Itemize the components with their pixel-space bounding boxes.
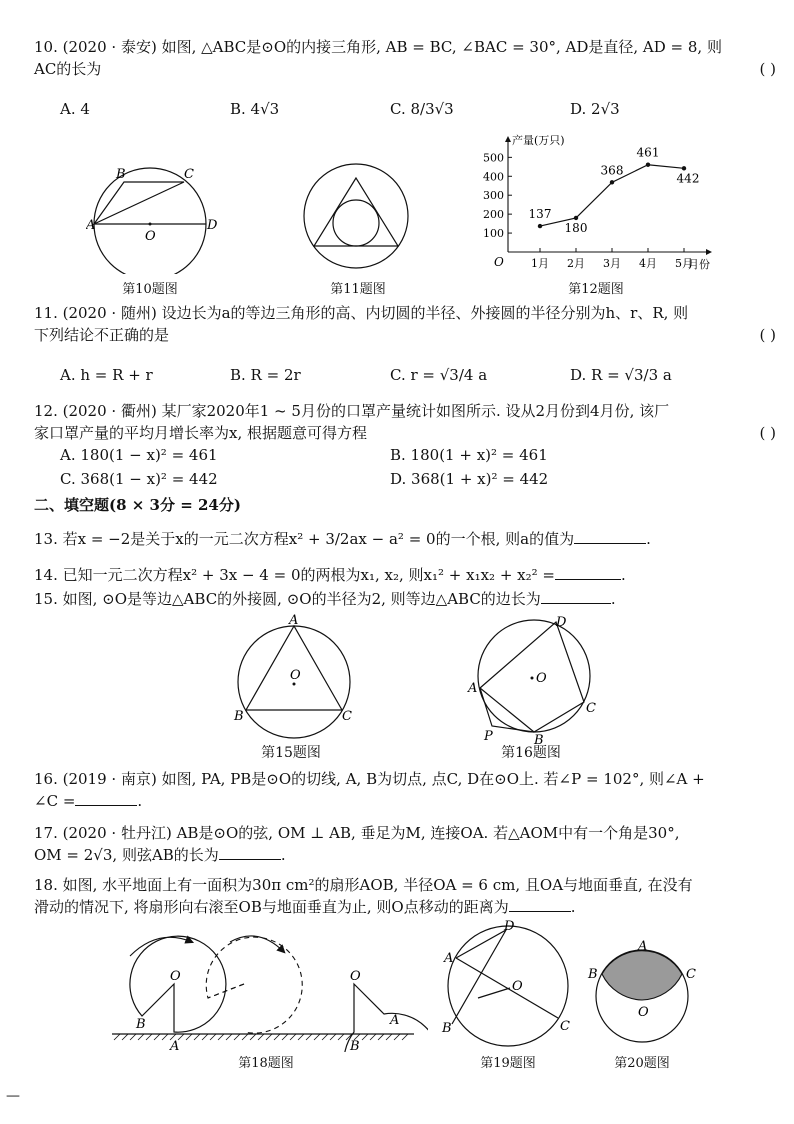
chart-marks — [529, 146, 700, 235]
fig16-label-a: A — [468, 681, 478, 696]
fig20-shaded-region — [602, 951, 682, 1000]
fig16-label-d: D — [556, 615, 567, 630]
figure-11-circle-diagram — [300, 160, 412, 272]
question-10 — [34, 36, 776, 80]
data-label: 368 — [600, 163, 624, 178]
question-14-text: 14. 已知一元二次方程x² + 3x − 4 = 0的两根为x₁, x₂, 则x₁² + x₁x₂ + x₂² = — [34, 566, 555, 584]
fig20-label-a: A — [638, 940, 648, 954]
x-tick-label: 3月 — [603, 257, 621, 270]
y-axis-label: 产量(万只) — [512, 134, 565, 147]
data-point — [538, 224, 542, 228]
option-b[interactable]: B. 4√3 — [230, 100, 280, 118]
fig19-label-o: O — [512, 979, 523, 994]
fig18-label-b-end: B — [350, 1039, 360, 1052]
data-label: 137 — [528, 207, 552, 222]
answer-blank[interactable] — [541, 589, 611, 604]
fig18-arrow-1 — [130, 937, 192, 956]
data-point — [646, 163, 650, 167]
data-label: 442 — [676, 171, 700, 186]
question-11-text-line2: 下列结论不正确的是 — [34, 326, 170, 344]
figure-10-circle-diagram — [86, 162, 226, 274]
answer-parentheses: ( ) — [759, 326, 776, 344]
y-tick-label: 300 — [483, 189, 504, 203]
caption-fig11: 第11题图 — [330, 282, 386, 297]
answer-blank[interactable] — [219, 845, 281, 860]
answer-blank[interactable] — [509, 897, 571, 912]
fig19-segment — [478, 988, 510, 998]
question-15-text: 15. 如图, ⊙O是等边△ABC的外接圆, ⊙O的半径为2, 则等边△ABC的边长为 — [34, 590, 541, 608]
fig18-label-o-start: O — [170, 969, 181, 984]
option-a[interactable]: A. 4 — [60, 100, 90, 118]
fig20-label-b: B — [588, 967, 598, 982]
fig18-label-a-start: A — [170, 1039, 180, 1052]
fig19-label-a: A — [444, 951, 454, 966]
chart-axes — [483, 133, 712, 271]
x-tick-label: 1月 — [531, 257, 549, 270]
caption-fig18: 第18题图 — [238, 1056, 294, 1071]
fig20-label-c: C — [686, 967, 696, 982]
fig19-chords-ad-db — [452, 930, 506, 1024]
fig10-label-b: B — [116, 167, 126, 182]
fig10-label-o: O — [145, 229, 156, 244]
question-12 — [34, 400, 776, 444]
question-12-text-line1: 12. (2020 · 衢州) 某厂家2020年1 ~ 5月份的口罩产量统计如图所示. 设从2月份到4月份, 该厂 — [34, 402, 670, 420]
question-17: 17. (2020 · 牡丹江) AB是⊙O的弦, OM ⊥ AB, 垂足为M, 连接OA. 若△AOM中有一个角是30°, OM = 2√3, 则弦AB的长为 . — [34, 822, 776, 866]
answer-parentheses: ( ) — [759, 60, 776, 78]
question-15: 15. 如图, ⊙O是等边△ABC的外接圆, ⊙O的半径为2, 则等边△ABC的边长为 . — [34, 590, 616, 608]
x-tick-label: 5月 — [675, 257, 693, 270]
option-a[interactable]: A. h = R + r — [60, 366, 153, 384]
fig20-label-o: O — [638, 1005, 649, 1020]
x-axis-arrow — [706, 249, 712, 255]
fig18-sector-rolling — [206, 937, 302, 1033]
fig16-circle — [478, 620, 590, 732]
fig19-label-c: C — [560, 1019, 570, 1034]
option-b[interactable]: B. R = 2r — [230, 366, 301, 384]
fig16-center-point — [531, 677, 534, 680]
question-12-text-line2: 家口罩产量的平均月增长率为x, 根据题意可得方程 — [34, 424, 367, 442]
question-16-text-line1: 16. (2019 · 南京) 如图, PA, PB是⊙O的切线, A, B为切点, 点C, D在⊙O上. 若∠P = 102°, 则∠A + — [34, 770, 705, 788]
option-b[interactable]: B. 180(1 + x)² = 461 — [390, 446, 548, 464]
fig18-arrow-2 — [230, 936, 284, 952]
fig11-incircle — [333, 200, 379, 246]
question-13-text: 13. 若x = −2是关于x的一元二次方程x² + 3/2ax − a² = 0的一个根, 则a的值为 — [34, 530, 575, 548]
data-label: 180 — [564, 220, 588, 235]
fig10-label-d: D — [207, 218, 218, 233]
origin-label: O — [494, 255, 504, 269]
fig15-label-o: O — [290, 668, 301, 683]
option-d[interactable]: D. R = √3/3 a — [570, 366, 672, 384]
fig10-center-point — [149, 223, 152, 226]
answer-blank[interactable] — [555, 565, 621, 580]
x-axis-label: 月份 — [688, 258, 710, 271]
fig10-circle — [94, 168, 206, 274]
fig10-label-c: C — [184, 167, 194, 182]
figure-19-circle-diagram — [438, 918, 578, 1050]
fig19-label-d: D — [504, 919, 515, 934]
fig15-label-a: A — [289, 614, 299, 628]
question-13: 13. 若x = −2是关于x的一元二次方程x² + 3/2ax − a² = 0的一个根, 则a的值为 . — [34, 530, 651, 548]
section-heading-fill-in: 二、填空题(8 × 3分 = 24分) — [34, 496, 241, 514]
y-tick-label: 400 — [483, 170, 504, 184]
page-footer-mark: — — [6, 1088, 20, 1104]
fig15-label-b: B — [234, 709, 244, 724]
data-point — [682, 166, 686, 170]
x-tick-label: 2月 — [567, 257, 585, 270]
y-tick-label: 500 — [483, 151, 504, 165]
fig18-label-b-start: B — [136, 1017, 146, 1032]
option-c[interactable]: C. 368(1 − x)² = 442 — [60, 470, 218, 488]
fig19-chord-ac — [456, 958, 558, 1018]
question-10-text-line1: 10. (2020 · 泰安) 如图, △ABC是⊙O的内接三角形, AB = BC, ∠BAC = 30°, AD是直径, AD = 8, 则 — [34, 38, 722, 56]
fig10-label-a: A — [86, 218, 96, 233]
question-17-text-line2: OM = 2√3, 则弦AB的长为 — [34, 846, 219, 864]
question-11-text-line1: 11. (2020 · 随州) 设边长为a的等边三角形的高、内切圆的半径、外接圆的半径分别为h、r、R, 则 — [34, 304, 689, 322]
fig18-label-a-end: A — [390, 1013, 400, 1028]
answer-blank[interactable] — [75, 791, 137, 806]
caption-fig20: 第20题图 — [614, 1056, 670, 1071]
caption-fig10: 第10题图 — [122, 282, 178, 297]
figure-15-circle-diagram — [226, 614, 362, 740]
data-point — [574, 216, 578, 220]
answer-blank[interactable] — [574, 529, 646, 544]
figure-16-circle-diagram — [462, 612, 602, 744]
answer-parentheses: ( ) — [759, 424, 776, 442]
data-point — [610, 180, 614, 184]
fig16-label-b: B — [534, 733, 544, 744]
y-axis-arrow — [505, 136, 511, 142]
data-label: 461 — [636, 145, 660, 160]
question-18-text-line2: 滑动的情况下, 将扇形向右滚至OB与地面垂直为止, 则O点移动的距离为 — [34, 898, 509, 916]
caption-fig12: 第12题图 — [568, 282, 624, 297]
figure-12-line-chart — [468, 132, 728, 276]
fig16-label-o: O — [536, 671, 547, 686]
caption-fig16: 第16题图 — [501, 745, 561, 761]
figure-20-circle-diagram — [586, 940, 698, 1050]
option-d[interactable]: D. 368(1 + x)² = 442 — [390, 470, 549, 488]
option-d[interactable]: D. 2√3 — [570, 100, 620, 118]
question-14: 14. 已知一元二次方程x² + 3x − 4 = 0的两根为x₁, x₂, 则x₁² + x₁x₂ + x₂² = . — [34, 566, 626, 584]
fig16-label-p: P — [484, 729, 493, 744]
y-tick-label: 100 — [483, 227, 504, 241]
ground-hatching — [114, 1034, 408, 1040]
fig15-label-c: C — [342, 709, 352, 724]
option-a[interactable]: A. 180(1 − x)² = 461 — [60, 446, 218, 464]
x-tick-label: 4月 — [639, 257, 657, 270]
fig19-label-b: B — [442, 1021, 452, 1036]
fig11-circumcircle — [304, 164, 408, 268]
option-c[interactable]: C. r = √3/4 a — [390, 366, 488, 384]
option-c[interactable]: C. 8/3√3 — [390, 100, 454, 118]
question-18-text-line1: 18. 如图, 水平地面上有一面积为30π cm²的扇形AOB, 半径OA = 6 cm, 且OA与地面垂直, 在没有 — [34, 876, 693, 894]
fig19-circle — [448, 926, 568, 1046]
question-18: 18. 如图, 水平地面上有一面积为30π cm²的扇形AOB, 半径OA = 6 cm, 且OA与地面垂直, 在没有 滑动的情况下, 将扇形向右滚至OB与地面垂直为止, 则O点移动的距离为 . — [34, 874, 776, 918]
caption-fig19: 第19题图 — [480, 1056, 536, 1071]
question-16: 16. (2019 · 南京) 如图, PA, PB是⊙O的切线, A, B为切点, 点C, D在⊙O上. 若∠P = 102°, 则∠A + ∠C = . — [34, 768, 776, 812]
figure-18-rolling-sector — [108, 920, 428, 1052]
question-17-text-line1: 17. (2020 · 牡丹江) AB是⊙O的弦, OM ⊥ AB, 垂足为M, 连接OA. 若△AOM中有一个角是30°, — [34, 824, 680, 842]
y-tick-label: 200 — [483, 208, 504, 222]
fig18-label-o-end: O — [350, 969, 361, 984]
fig11-triangle — [314, 178, 398, 246]
question-16-text-line2: ∠C = — [34, 792, 76, 810]
caption-fig15: 第15题图 — [261, 745, 321, 761]
question-10-text-line2: AC的长为 — [34, 60, 102, 78]
fig16-label-c: C — [586, 701, 596, 716]
question-11 — [34, 302, 776, 346]
